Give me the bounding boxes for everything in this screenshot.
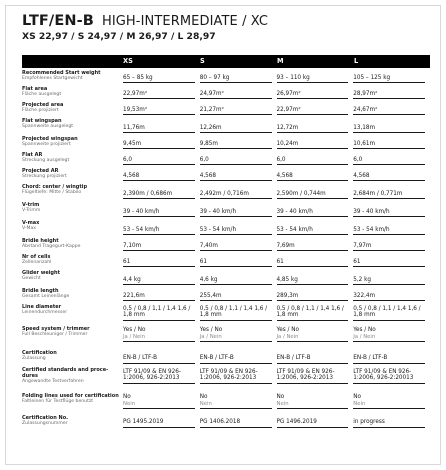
row-label-de: Flügeltiefe: Mitte / Stabilo [22, 189, 82, 195]
spec-value: 4,85 kg [277, 277, 349, 286]
row-label-en: Flat area [22, 85, 48, 92]
row-label [22, 166, 123, 179]
row-label [22, 182, 123, 195]
spec-cell [200, 200, 277, 217]
spec-value-pair [353, 394, 425, 401]
spec-value: Yes / No [353, 327, 376, 333]
spec-cell [123, 218, 200, 235]
row-label [22, 324, 123, 337]
row-label-de: Zulassungsnummer [22, 420, 68, 426]
spec-cell [200, 348, 277, 364]
row-label-de: Full Beschleuniger / Trimmer [22, 331, 88, 337]
spec-row [22, 252, 430, 268]
row-label [22, 413, 123, 426]
spec-row [22, 268, 430, 286]
row-label-en: Folding lines used for certification [22, 392, 119, 399]
row-label-en: Certification [22, 349, 57, 356]
spec-cell [353, 286, 430, 301]
spec-cell [277, 116, 354, 133]
row-label-en: Speed system / trimmer [22, 325, 90, 332]
spec-cell [123, 348, 200, 364]
row-label-de: Gesamt Leinenlänge [22, 293, 70, 299]
spec-value: 0,5 / 0,8 / 1,1 / 1,4 1,6 / 1,8 mm [200, 306, 272, 321]
spec-cell [123, 236, 200, 251]
row-label-de: Spannweite projiziert [22, 141, 71, 147]
spec-value: 10,24m [277, 141, 349, 150]
row-label-de: Fläche ausgelegt [22, 91, 62, 97]
spec-value: 53 - 54 km/h [200, 227, 272, 236]
spec-cell [123, 134, 200, 149]
spec-value-pair [353, 327, 425, 334]
spec-value: 2,390m / 0,686m [123, 191, 195, 200]
spec-value: 2,684m / 0,771m [353, 191, 425, 200]
spec-value-de: Ja / Nein [123, 334, 195, 342]
spec-cell [200, 182, 277, 199]
spec-value: 65 – 85 kg [123, 75, 195, 84]
class-subtitle: HIGH-INTERMEDIATE / XC [101, 14, 269, 29]
row-label-de: Streckung ausgelegt [22, 157, 70, 163]
spec-row-line-diameter [22, 302, 430, 324]
spec-cell [277, 182, 354, 199]
spec-value: 7,10m [123, 243, 195, 252]
spec-cell [123, 268, 200, 285]
spec-row [22, 200, 430, 218]
row-label-de: Zulassung [22, 355, 46, 361]
size-header-s: S [200, 57, 205, 65]
spec-value: 61 [277, 259, 349, 268]
brand-title: LTF/EN-B [22, 13, 94, 29]
row-label [22, 365, 123, 385]
row-label-de: Angewandte Testverfahren [22, 378, 84, 384]
spec-value: 39 - 40 km/h [200, 209, 272, 218]
size-header-l: L [354, 57, 359, 65]
spec-value-de: Ja / Nein [277, 334, 349, 342]
spec-value: Yes / No [123, 327, 146, 333]
spec-cell [277, 365, 354, 384]
spec-value-pair [277, 394, 349, 401]
spec-row [22, 116, 430, 134]
spec-cell [123, 324, 200, 342]
spec-value-pair [123, 327, 195, 334]
spec-value-de: Ja / Nein [200, 334, 272, 342]
spec-row [22, 182, 430, 200]
spec-cell [200, 166, 277, 181]
spec-cell [353, 200, 430, 217]
spec-value: 105 – 125 kg [353, 75, 425, 84]
row-label [22, 116, 123, 129]
spec-value: 61 [200, 259, 272, 268]
spec-value: 2,492m / 0,716m [200, 191, 272, 200]
spec-row [22, 150, 430, 166]
spec-value: 11,76m [123, 125, 195, 134]
row-label [22, 236, 123, 249]
spec-value: 0,5 / 0,8 / 1,1 / 1,4 1,6 / 1,8 mm [123, 306, 195, 321]
spec-value: 26,97m² [277, 91, 349, 100]
spec-cell [353, 134, 430, 149]
spec-value: 7,40m [200, 243, 272, 252]
spec-cell [353, 391, 430, 409]
spec-cell [123, 166, 200, 181]
spec-cell [277, 100, 354, 115]
row-label-en: Projected wingspan [22, 135, 78, 142]
row-label [22, 84, 123, 97]
row-label-de: Faltleinen für Testflüge benutzt [22, 398, 94, 404]
spec-value: 24,97m² [200, 91, 272, 100]
spec-value: 9,85m [200, 141, 272, 150]
row-label-en: V-max [22, 219, 40, 226]
spec-value: 322,4m [353, 293, 425, 302]
spec-value: 53 - 54 km/h [123, 227, 195, 236]
spec-cell [200, 268, 277, 285]
spec-cell [123, 391, 200, 409]
spec-value: Yes / No [276, 327, 299, 333]
spec-rows [22, 68, 430, 429]
spec-cell [277, 68, 354, 83]
spec-cell [353, 100, 430, 115]
header [22, 12, 432, 43]
spec-cell [200, 324, 277, 342]
spec-row [22, 166, 430, 182]
spec-cell [200, 286, 277, 301]
spec-cell [353, 413, 430, 428]
spec-cell [200, 68, 277, 83]
spec-value: 22,97m² [123, 91, 195, 100]
row-label-en: Certification No. [22, 414, 69, 421]
row-label-en: Projected area [22, 101, 64, 108]
spec-value: LTF 91/09 & EN 926-1:2006, 926-2:20013 [353, 369, 425, 384]
spec-cell [200, 391, 277, 409]
spec-value: 6,0 [200, 157, 272, 166]
spec-value: 7,69m [277, 243, 349, 252]
spec-cell [353, 348, 430, 364]
title-row [22, 12, 432, 30]
row-label [22, 100, 123, 113]
spec-cell [200, 150, 277, 165]
spec-cell [123, 200, 200, 217]
spec-value: 39 - 40 km/h [123, 209, 195, 218]
size-header-xs: XS [123, 57, 133, 65]
spec-cell [200, 116, 277, 133]
row-label [22, 218, 123, 231]
spec-value-pair [200, 394, 272, 401]
spec-value: 12,72m [277, 125, 349, 134]
row-label-en: Certified standards and proce-dures [22, 366, 109, 379]
row-label [22, 268, 123, 281]
spec-value-de: Nein [123, 401, 195, 409]
spec-value: LTF 91/09 & EN 926-1:2006, 926-2:2013 [123, 369, 195, 384]
spec-cell [353, 365, 430, 384]
spec-value: 53 - 54 km/h [353, 227, 425, 236]
spec-value: No [276, 394, 285, 400]
spec-value: 9,45m [123, 141, 195, 150]
spec-row [22, 218, 430, 236]
spec-value-de: Nein [277, 401, 349, 409]
spec-row [22, 68, 430, 84]
spec-value: 39 - 40 km/h [277, 209, 349, 218]
spec-value: in progress [353, 419, 425, 428]
spec-row [22, 134, 430, 150]
size-header-row [22, 55, 430, 68]
spec-value: 255,4m [200, 293, 272, 302]
spec-cell [277, 134, 354, 149]
row-label-de: Spannweite ausgelegt [22, 123, 74, 129]
spec-value: 6,0 [353, 157, 425, 166]
spec-cell [123, 302, 200, 321]
row-label [22, 200, 123, 213]
spec-value-de: Ja / Nein [353, 334, 425, 342]
spec-row-certification [22, 348, 430, 365]
spec-value: 22,97m² [277, 107, 349, 116]
spec-cell [353, 116, 430, 133]
spec-cell [123, 365, 200, 384]
spec-cell [277, 324, 354, 342]
spec-cell [200, 413, 277, 428]
spec-row-folding-lines [22, 391, 430, 413]
row-label-de: Streckung projiziert [22, 173, 67, 179]
row-label [22, 68, 123, 81]
spec-cell [353, 84, 430, 99]
size-header-m: M [277, 57, 284, 65]
spec-value-pair [277, 327, 349, 334]
spec-cell [123, 100, 200, 115]
row-label-en: Recommended Start weight [22, 69, 101, 76]
spec-value: 19,53m² [123, 107, 195, 116]
spec-value: EN-B / LTF-B [200, 355, 272, 364]
spec-value: 0,5 / 0,8 / 1,1 / 1,4 1,6 / 1,8 mm [353, 306, 425, 321]
spec-value: 289,3m [277, 293, 349, 302]
row-label-en: Projected AR [22, 167, 59, 174]
row-label [22, 134, 123, 147]
spec-value-de: Nein [353, 401, 425, 409]
spec-cell [277, 391, 354, 409]
spec-cell [123, 150, 200, 165]
spec-value: EN-B / LTF-B [353, 355, 425, 364]
spec-cell [277, 252, 354, 267]
spec-cell [353, 182, 430, 199]
spec-value: 221,6m [123, 293, 195, 302]
spec-cell [353, 218, 430, 235]
spec-value: 2,590m / 0,744m [277, 191, 349, 200]
spec-cell [353, 150, 430, 165]
spec-value: 4,568 [200, 173, 272, 182]
spec-value: 53 - 54 km/h [277, 227, 349, 236]
spec-cell [123, 68, 200, 83]
spec-cell [353, 166, 430, 181]
spec-cell [277, 84, 354, 99]
spec-cell [200, 302, 277, 321]
row-label [22, 348, 123, 361]
spec-value: 4,568 [123, 173, 195, 182]
spec-row-cert-standards [22, 365, 430, 391]
spec-value: 10,61m [353, 141, 425, 150]
spec-cell [200, 236, 277, 251]
spec-value: 6,0 [277, 157, 349, 166]
row-label [22, 391, 123, 404]
spec-cell [353, 302, 430, 321]
row-label-de: Empfohlenes Startgewicht [22, 75, 83, 81]
spec-value: 80 – 97 kg [200, 75, 272, 84]
spec-cell [353, 68, 430, 83]
row-label-de: Abstand Tragegurt-Kappe [22, 243, 81, 249]
spec-value: 4,568 [353, 173, 425, 182]
spec-row-cert-no [22, 413, 430, 429]
spec-value: 4,6 kg [200, 277, 272, 286]
spec-value: 12,26m [200, 125, 272, 134]
spec-cell [277, 413, 354, 428]
row-label [22, 302, 123, 315]
row-label [22, 150, 123, 163]
spec-value: EN-B / LTF-B [277, 355, 349, 364]
row-label-de: V-Max [22, 225, 37, 231]
spec-row [22, 100, 430, 116]
spec-cell [123, 413, 200, 428]
spec-cell [200, 218, 277, 235]
spec-row-speed-system [22, 324, 430, 348]
spec-value: 13,18m [353, 125, 425, 134]
row-label-de: Fläche projiziert [22, 107, 59, 113]
spec-value: 61 [123, 259, 195, 268]
spec-cell [277, 268, 354, 285]
spec-cell [123, 116, 200, 133]
spec-cell [200, 252, 277, 267]
spec-cell [200, 365, 277, 384]
spec-value: LTF 91/09 & EN 926-1:2006, 926-2:2013 [200, 369, 272, 384]
spec-value: 21,27m² [200, 107, 272, 116]
sizes-line: XS 22,97 / S 24,97 / M 26,97 / L 28,97 [22, 31, 216, 42]
row-label-en: Bridle length [22, 287, 59, 294]
spec-cell [277, 166, 354, 181]
spec-value: 39 - 40 km/h [353, 209, 425, 218]
row-label-de: Gewicht [22, 275, 41, 281]
row-label-de: V-Trimm [22, 207, 41, 213]
spec-cell [277, 348, 354, 364]
row-label-en: Glider weight [22, 269, 60, 276]
spec-cell [277, 150, 354, 165]
spec-value: LTF 91/09 & EN 926-1:2006, 926-2:2013 [277, 369, 349, 384]
spec-value-de: Nein [200, 401, 272, 409]
spec-value: 7,97m [353, 243, 425, 252]
spec-value: No [123, 394, 131, 400]
spec-cell [123, 286, 200, 301]
spec-value: PG 1495.2019 [123, 419, 195, 428]
spec-table [22, 55, 430, 429]
spec-value: 0,5 / 0,8 / 1,1 / 1,4 1,6 / 1,8 mm [277, 306, 349, 321]
row-label [22, 286, 123, 299]
spec-value: PG 1496.2019 [277, 419, 349, 428]
spec-value: EN-B / LTF-B [123, 355, 195, 364]
spec-value: 93 – 110 kg [277, 75, 349, 84]
spec-cell [123, 182, 200, 199]
spec-cell [200, 100, 277, 115]
spec-cell [353, 252, 430, 267]
row-label-de: Zellenanzahl [22, 259, 52, 265]
spec-cell [123, 84, 200, 99]
spec-value: 4,4 kg [123, 277, 195, 286]
row-label-en: Line diameter [22, 303, 62, 310]
spec-cell [277, 286, 354, 301]
spec-cell [123, 252, 200, 267]
spec-value: No [199, 394, 208, 400]
spec-value: No [353, 394, 361, 400]
row-label-en: Chord: center / wingtip [22, 183, 88, 190]
spec-value: 6,0 [123, 157, 195, 166]
row-label-en: Flat wingspan [22, 117, 62, 124]
spec-cell [353, 236, 430, 251]
spec-cell [277, 200, 354, 217]
spec-value-pair [200, 327, 272, 334]
spec-row [22, 84, 430, 100]
spec-value-pair [123, 394, 195, 401]
spec-cell [277, 302, 354, 321]
spec-cell [277, 218, 354, 235]
row-label-en: Flat AR [22, 151, 43, 158]
header-label-cell [22, 55, 122, 68]
spec-row [22, 236, 430, 252]
row-label-en: Bridle height [22, 237, 59, 244]
spec-cell [200, 84, 277, 99]
spec-cell [277, 236, 354, 251]
spec-value: 28,97m² [353, 91, 425, 100]
spec-value: Yes / No [199, 327, 223, 333]
spec-value: 5,2 kg [353, 277, 425, 286]
spec-value: 24,67m² [353, 107, 425, 116]
row-label-de: Leinendurchmesser [22, 309, 68, 315]
spec-cell [353, 324, 430, 342]
spec-value: 4,568 [277, 173, 349, 182]
spec-cell [200, 134, 277, 149]
row-label-en: V-trim [22, 201, 40, 208]
row-label-en: Nr of cells [22, 253, 51, 260]
spec-value: 61 [353, 259, 425, 268]
spec-row [22, 286, 430, 302]
spec-value: PG 1406.2018 [200, 419, 272, 428]
row-label [22, 252, 123, 265]
spec-cell [353, 268, 430, 285]
